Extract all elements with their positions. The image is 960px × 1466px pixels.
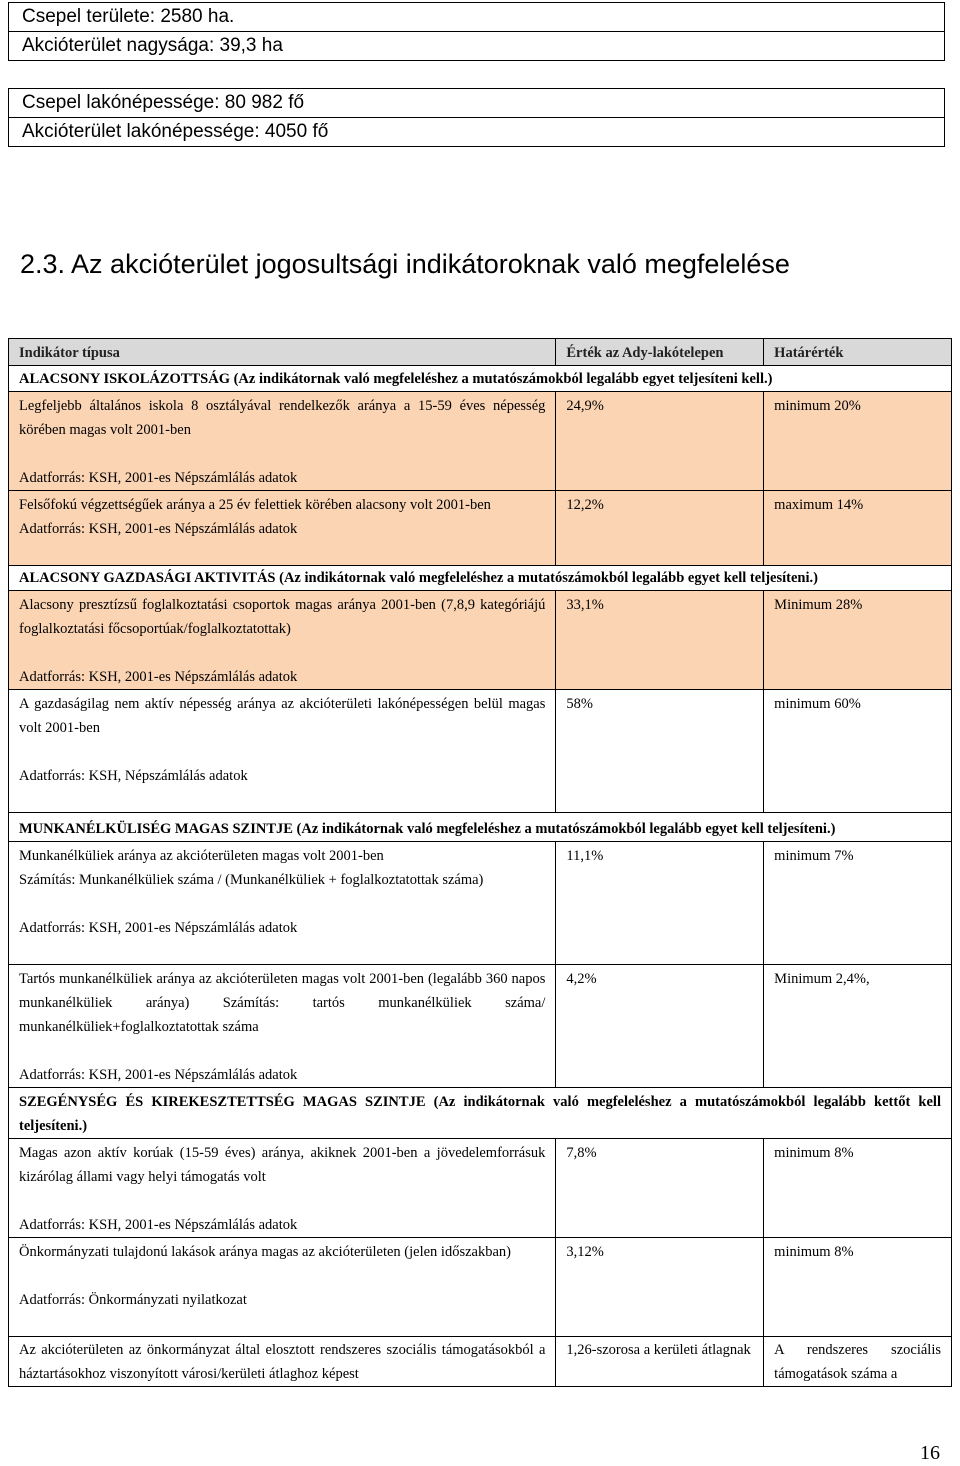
indicator-threshold: maximum 14% (764, 491, 952, 566)
section-row-economic-activity (9, 566, 952, 591)
indicator-threshold: A rendszeres szociális támogatások száma a (764, 1337, 952, 1387)
indicator-value: 12,2% (556, 491, 764, 566)
indicator-threshold: Minimum 2,4%, (764, 965, 952, 1088)
indicator-threshold: Minimum 28% (764, 591, 952, 690)
section-title: MUNKANÉLKÜLISÉG MAGAS SZINTJE (Az indikátornak való megfeleléshez a mutatószámokból legalább egyet kell teljesíteni.) (9, 813, 952, 842)
indicator-description: Tartós munkanélküliek aránya az akcióterületen magas volt 2001-ben (legalább 360 napos munkanélküliek aránya) Számítás: tartós munkanélküliek száma/ munkanélküliek+foglalkoztatottak száma (19, 971, 546, 1035)
calculation-note: Számítás: Munkanélküliek száma / (Munkanélküliek + foglalkoztatottak száma) (19, 872, 484, 888)
indicator-description: Önkormányzati tulajdonú lakások aránya magas az akcióterületen (jelen időszakban) (19, 1244, 511, 1260)
indicator-description: Alacsony presztízsű foglalkoztatási csoportok magas aránya 2001-ben (7,8,9 kategóriájú foglalkoztatási főcsoportúak/foglalkoztatottak) (19, 597, 546, 637)
section-title: ALACSONY GAZDASÁGI AKTIVITÁS (Az indikátornak való megfeleléshez a mutatószámokból legalább egyet kell teljesíteni.) (9, 566, 952, 591)
data-source: Adatforrás: KSH, 2001-es Népszámlálás adatok (19, 1217, 298, 1233)
table-row (9, 1337, 952, 1387)
section-title: ALACSONY ISKOLÁZOTTSÁG (Az indikátornak való megfeleléshez a mutatószámokból legalább egyet teljesíteni kell.) (9, 366, 952, 392)
table-row (9, 1139, 952, 1238)
section-heading: 2.3. Az akcióterület jogosultsági indikátoroknak való megfelelése (20, 249, 790, 279)
section-row-poverty (9, 1088, 952, 1139)
indicator-value: 58% (556, 690, 764, 813)
indicator-threshold: minimum 7% (764, 842, 952, 965)
indicator-value: 33,1% (556, 591, 764, 690)
data-source: Adatforrás: KSH, 2001-es Népszámlálás adatok (19, 470, 298, 486)
page-number: 16 (920, 1442, 940, 1464)
indicator-table (8, 338, 952, 1387)
table-row (9, 690, 952, 813)
indicator-threshold: minimum 20% (764, 392, 952, 491)
indicator-description: Az akcióterületen az önkormányzat által elosztott rendszeres szociális támogatásokból a háztartásokhoz viszonyított városi/kerületi átlaghoz képest (9, 1337, 556, 1387)
header-value: Érték az Ady-lakótelepen (556, 339, 764, 366)
indicator-value: 7,8% (556, 1139, 764, 1238)
indicator-value: 1,26-szorosa a kerületi átlagnak (556, 1337, 764, 1387)
indicator-description: Magas azon aktív korúak (15-59 éves) aránya, akiknek 2001-ben a jövedelemforrásuk kizárólag állami vagy helyi támogatás volt (19, 1145, 546, 1185)
indicator-threshold: minimum 8% (764, 1139, 952, 1238)
indicator-description: Legfeljebb általános iskola 8 osztályával rendelkezők aránya a 15-59 éves népesség körében magas volt 2001-ben (19, 398, 546, 438)
indicator-value: 3,12% (556, 1238, 764, 1337)
data-source: Adatforrás: KSH, 2001-es Népszámlálás adatok (19, 669, 298, 685)
table-row (9, 591, 952, 690)
action-area-population-line: Akcióterület lakónépessége: 4050 fő (9, 117, 944, 146)
section-row-education (9, 366, 952, 392)
data-source: Adatforrás: KSH, Népszámlálás adatok (19, 768, 248, 784)
header-threshold: Határérték (764, 339, 952, 366)
data-source: Adatforrás: KSH, 2001-es Népszámlálás adatok (19, 521, 298, 537)
table-header-row (9, 339, 952, 366)
data-source: Adatforrás: Önkormányzati nyilatkozat (19, 1292, 247, 1308)
csepel-area-line: Csepel területe: 2580 ha. (22, 6, 235, 27)
indicator-description: A gazdaságilag nem aktív népesség aránya az akcióterületi lakónépességen belül magas volt 2001-ben (19, 696, 546, 736)
indicator-value: 24,9% (556, 392, 764, 491)
indicator-value: 11,1% (556, 842, 764, 965)
section-row-unemployment (9, 813, 952, 842)
table-row (9, 1238, 952, 1337)
table-row (9, 965, 952, 1088)
header-indicator-type: Indikátor típusa (9, 339, 556, 366)
data-source: Adatforrás: KSH, 2001-es Népszámlálás adatok (19, 920, 298, 936)
csepel-population-line: Csepel lakónépessége: 80 982 fő (22, 92, 305, 113)
table-row (9, 392, 952, 491)
indicator-value: 4,2% (556, 965, 764, 1088)
indicator-description: Munkanélküliek aránya az akcióterületen magas volt 2001-ben (19, 848, 384, 864)
population-info-box (8, 88, 945, 147)
data-source: Adatforrás: KSH, 2001-es Népszámlálás adatok (19, 1067, 298, 1083)
indicator-description: Felsőfokú végzettségűek aránya a 25 év felettiek körében alacsony volt 2001-ben (19, 497, 491, 513)
indicator-threshold: minimum 8% (764, 1238, 952, 1337)
section-title: SZEGÉNYSÉG ÉS KIREKESZTETTSÉG MAGAS SZINTJE (Az indikátornak való megfeleléshez a mutatószámokból legalább kettőt kell teljesíteni.) (9, 1088, 952, 1139)
indicator-threshold: minimum 60% (764, 690, 952, 813)
action-area-size-line: Akcióterület nagysága: 39,3 ha (9, 31, 944, 60)
area-info-box (8, 2, 945, 61)
table-row (9, 842, 952, 965)
table-row (9, 491, 952, 566)
